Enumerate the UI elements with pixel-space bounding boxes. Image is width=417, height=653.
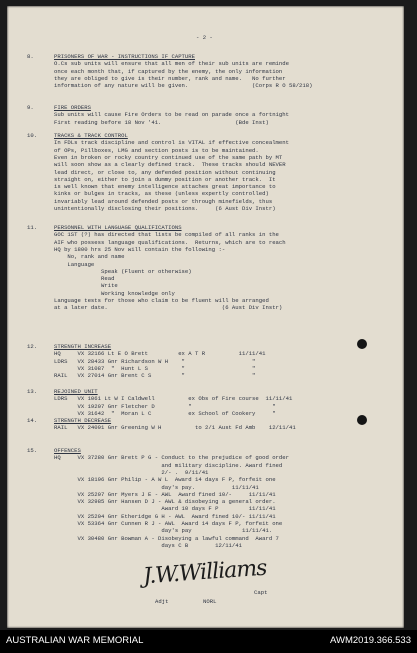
section-text-line: straight on, either to join a dummy position or another track. It <box>54 175 276 183</box>
section-text-line: Sub units will cause Fire Orders to be read on parade once a fortnight <box>54 111 289 119</box>
section-heading: STRENGTH DECREASE <box>54 417 112 424</box>
section-text-line: 2/- . 9/11/41 <box>54 468 209 476</box>
section-number: 11. <box>27 224 38 231</box>
section-text-line: kinks or bulges in tracks, as these (unless expertly controlled) <box>54 190 269 198</box>
section-text-line: VX 32985 Gnr Hansen D J - AWL & disobeying a general order. <box>54 498 276 506</box>
punch-hole <box>357 339 367 349</box>
section-text-line: VX 30480 Gnr Bowman A - Disobeying a lawful command Award 7 <box>54 534 279 542</box>
footer-accession-number: AWM2019.366.533 <box>330 635 411 646</box>
section-text-line: unintentionally disclosing their positions. (6 Aust Div Instr) <box>54 205 276 212</box>
section-text-line: RAIL VX 24091 Gnr Greening W H to 2/1 Aust Fd Amb 12/11/41 <box>54 424 296 432</box>
section-text-line: GOC 1ST (?) has directed that lists be compiled of all ranks in the <box>54 231 279 239</box>
section-text-line: day's pay 11/11/41. <box>54 527 273 535</box>
section-text-line: HQ VX 37280 Gnr Brett P G - Conduct to the prejudice of good order <box>54 454 289 462</box>
section-text-line: day's pay. 11/11/41 <box>54 483 259 491</box>
archive-footer <box>0 630 417 653</box>
section-text-line: days C B 12/11/41 <box>54 541 242 549</box>
section-number: 9. <box>27 104 34 111</box>
section-text-line: First reading before 18 Nov '41. (Bde Inst) <box>54 118 269 126</box>
section-heading: OFFENCES <box>54 447 81 454</box>
section-heading: REJOINED UNIT <box>54 388 98 395</box>
section-text-line: VX 31087 " Hunt L S " " <box>54 364 256 372</box>
section-text-line: VX 53364 Gnr Cunnen R J - AWL Award 14 days F P, forfeit one <box>54 520 283 527</box>
section-text-line: VX 25204 Gnr Etheridge G H - AWL Award fined 10/- 11/11/41 <box>54 512 276 520</box>
section-number: 12. <box>27 343 38 350</box>
section-text-line: Write <box>54 282 118 290</box>
section-text-line: VX 31642 " Moran L C ex School of Cookery " <box>54 409 276 417</box>
page-number: - 2 - <box>196 34 213 41</box>
section-text-line: HQ VX 32166 Lt E O Brett ex A T R 11/11/41 <box>54 350 266 358</box>
section-text-line: and military discipline. Award fined <box>54 461 283 469</box>
section-text-line: will soon show as a clearly defined track. These tracks should NEVER <box>54 161 286 169</box>
section-text-line: AIF who possess language qualifications. Returns, which are to reach <box>54 238 286 246</box>
signature: J.W.Williams <box>142 555 268 590</box>
section-number: 13. <box>27 388 38 395</box>
section-heading: PRISONERS OF WAR - INSTRUCTIONS IF CAPTURE <box>54 53 195 60</box>
section-text-line: is well known that enemy intelligence attaches great importance to <box>54 183 276 191</box>
section-number: 15. <box>27 447 38 454</box>
section-heading: PERSONNEL WITH LANGUAGE QUALIFICATIONS <box>54 224 182 231</box>
section-text-line: lead direct, or close to, any defended position without continuing <box>54 168 276 176</box>
document-page <box>7 6 404 628</box>
footer-archive-name: AUSTRALIAN WAR MEMORIAL <box>6 635 144 646</box>
section-heading: TRACKS & TRACK CONTROL <box>54 132 128 139</box>
signature-adjt: Adjt <box>155 598 169 605</box>
section-text-line: once each month that, if captured by the enemy, the only information <box>54 67 283 75</box>
section-text-line: invariably lead around defended posts or through minefields, thus <box>54 197 273 205</box>
section-text-line: Language <box>54 260 95 268</box>
section-number: 8. <box>27 53 34 60</box>
section-heading: FIRE ORDERS <box>54 104 91 111</box>
section-text-line: LDRS VX 28433 Gnr Richardson W H " " <box>54 357 256 365</box>
section-text-line: Even in broken or rocky country continued use of the same path by MT <box>54 153 283 161</box>
punch-hole <box>357 415 367 425</box>
signature-rank: Capt <box>254 589 268 596</box>
section-text-line: Speak (Fluent or otherwise) <box>54 267 192 275</box>
section-text-line: VX 25207 Gnr Myers J E - AWL Award fined 10/- 11/11/41 <box>54 490 276 498</box>
section-text-line: Award 10 days F P 11/11/41 <box>54 505 276 513</box>
section-text-line: No, rank and name <box>54 253 125 261</box>
section-text-line: Read <box>54 275 115 283</box>
section-text-line: VX 18196 Gnr Philip - A W L Award 14 days F P, forfeit one <box>54 476 276 484</box>
section-text-line: information of any nature will be given. (Corps R O 58/218) <box>54 82 313 90</box>
signature-unit: NORL <box>203 598 217 605</box>
section-text-line: HQ by 1800 hrs 25 Nov will contain the following :- <box>54 245 226 253</box>
section-text-line: In FDLs track discipline and control is VITAL if effective concealment <box>54 139 289 147</box>
section-text-line: at a later date. (6 Aust Div Instr) <box>54 304 283 312</box>
section-heading: STRENGTH INCREASE <box>54 343 112 350</box>
section-text-line: VX 19207 Gnr Fletcher D " " <box>54 402 276 410</box>
section-text-line: RAIL VX 27014 Gnr Brent C S " " <box>54 372 256 380</box>
section-text-line: Language tests for those who claim to be fluent will be arranged <box>54 297 269 304</box>
section-text-line: Working knowledge only <box>54 289 175 297</box>
section-text-line: LDRS VX 1061 Lt W I Caldwell ex Obs of Fire course 11/11/41 <box>54 395 293 403</box>
section-number: 10. <box>27 132 38 139</box>
section-text-line: they are obliged to give is their number, rank and name. No further <box>54 74 286 82</box>
section-number: 14. <box>27 417 38 424</box>
section-text-line: O.Cs sub units will ensure that all men of their sub units are reminde <box>54 60 289 68</box>
section-text-line: of OPs, Pillboxes, LMG and section posts is to be maintained. <box>54 146 259 154</box>
